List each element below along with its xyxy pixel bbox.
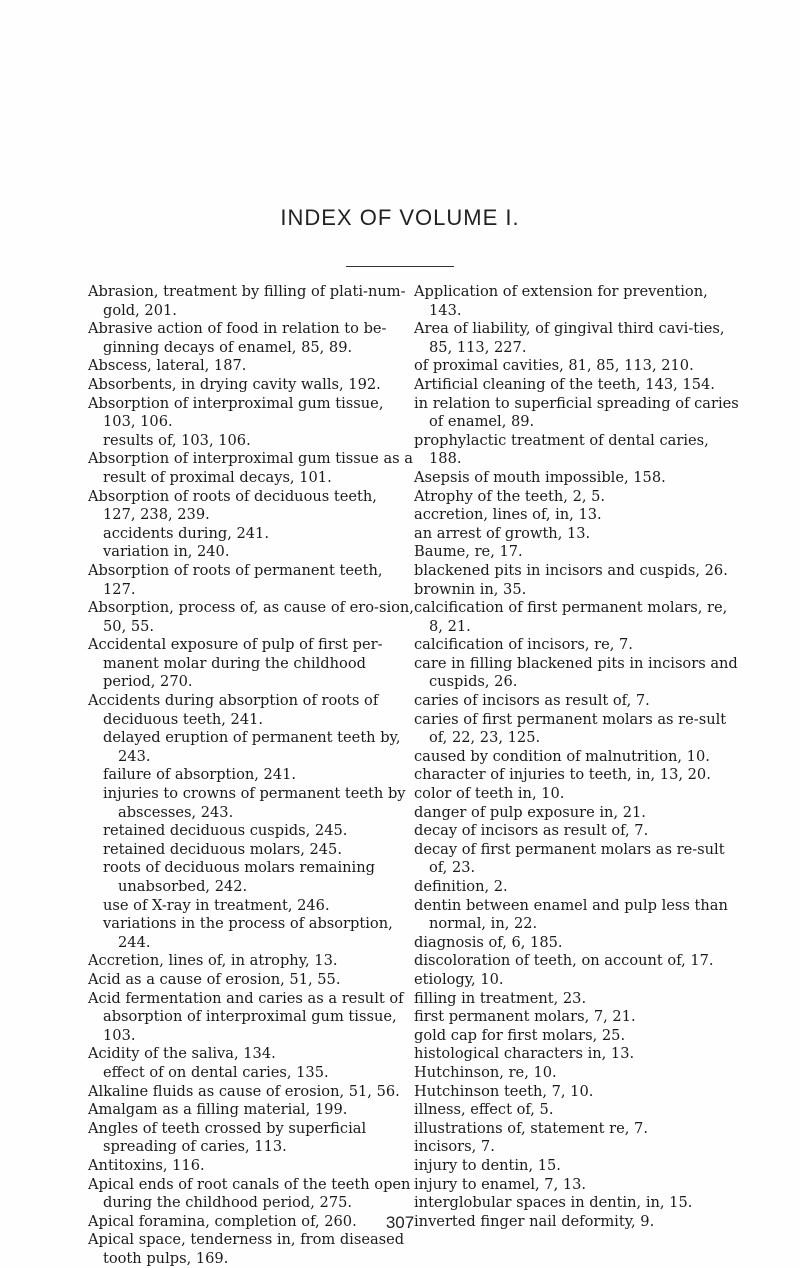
index-entry: of proximal cavities, 81, 85, 113, 210. (414, 357, 694, 375)
index-entry: Baume, re, 17. (414, 543, 523, 561)
index-entry: dentin between enamel and pulp less than normal, in, 22. (414, 896, 728, 933)
index-entry: illness, effect of, 5. (414, 1101, 554, 1119)
index-entry: calcification of first permanent molars, re, 8, 21. (414, 599, 728, 635)
index-entry: Acid as a cause of erosion, 51, 55. (88, 970, 341, 988)
index-entry: diagnosis of, 6, 185. (414, 933, 563, 951)
index-entry: results of, 103, 106. (103, 431, 251, 449)
index-entry: Acid fermentation and caries as a result of absorption of interproximal gum tissue, 103. (88, 989, 404, 1044)
index-entry: an arrest of growth, 13. (414, 524, 591, 542)
index-entry: injury to enamel, 7, 13. (414, 1175, 587, 1193)
index-entry: caries of incisors as result of, 7. (414, 692, 650, 710)
index-entry: injuries to crowns of permanent teeth by abscesses, 243. (103, 785, 406, 821)
index-entry: Apical ends of root canals of the teeth open during the childhood period, 275. (88, 1175, 411, 1212)
index-entry: decay of incisors as result of, 7. (414, 822, 649, 840)
index-entry: discoloration of teeth, on account of, 17. (414, 952, 714, 970)
index-entry: inverted finger nail deformity, 9. (414, 1212, 655, 1230)
index-entry: retained deciduous molars, 245. (103, 840, 342, 858)
index-entry: injury to dentin, 15. (414, 1156, 561, 1174)
index-entry: Accidental exposure of pulp of first per-manent molar during the childhood period, 270. (88, 636, 383, 691)
index-entry: variation in, 240. (103, 543, 230, 561)
index-entry: caries of first permanent molars as re-sult of, 22, 23, 125. (414, 710, 727, 747)
index-entry: first permanent molars, 7, 21. (414, 1008, 636, 1026)
index-entry: delayed eruption of permanent teeth by, 243. (103, 729, 401, 765)
index-entry: histological characters in, 13. (414, 1045, 635, 1063)
index-entry: blackened pits in incisors and cuspids, 26. (414, 561, 728, 579)
page-title: INDEX OF VOLUME I. (280, 205, 520, 230)
index-entry: Alkaline fluids as cause of erosion, 51, 56. (88, 1082, 400, 1100)
index-entry: calcification of incisors, re, 7. (414, 636, 633, 654)
index-entry: Absorption of roots of permanent teeth, 127. (88, 561, 383, 598)
index-entry: Abrasive action of food in relation to be-ginning decays of enamel, 85, 89. (88, 320, 387, 356)
index-entry: Area of liability, of gingival third cavi-ties, 85, 113, 227. (414, 320, 725, 356)
index-entry: Absorption of interproximal gum tissue, 103, 106. (88, 394, 384, 431)
index-entry: Accretion, lines of, in atrophy, 13. (88, 952, 338, 970)
index-entry: accretion, lines of, in, 13. (414, 506, 602, 524)
index-entry: Apical foramina, completion of, 260. (88, 1212, 357, 1230)
index-entry: Absorption of interproximal gum tissue as a result of proximal decays, 101. (88, 450, 413, 486)
index-entry: Asepsis of mouth impossible, 158. (414, 468, 666, 486)
index-entry: caused by condition of malnutrition, 10. (414, 747, 710, 765)
index-entry: Abrasion, treatment by filling of plati-num-gold, 201. (88, 283, 406, 319)
index-entry: decay of first permanent molars as re-sult of, 23. (414, 840, 725, 877)
title-rule (346, 266, 454, 267)
index-entry: failure of absorption, 241. (103, 766, 297, 784)
index-entry: Acidity of the saliva, 134. (88, 1045, 276, 1063)
index-entry: incisors, 7. (414, 1138, 495, 1156)
index-entry: Apical space, tenderness in, from diseased tooth pulps, 169. (88, 1231, 405, 1267)
index-entry: definition, 2. (414, 878, 508, 895)
index-entry: character of injuries to teeth, in, 13, 20. (414, 766, 711, 784)
index-entry: roots of deciduous molars remaining unabsorbed, 242. (103, 859, 375, 895)
index-column-left (88, 283, 414, 1268)
index-entry: filling in treatment, 23. (414, 989, 587, 1007)
index-entry: Accidents during absorption of roots of deciduous teeth, 241. (88, 692, 379, 728)
index-entry: Absorbents, in drying cavity walls, 192. (88, 375, 381, 393)
index-entry: use of X-ray in treatment, 246. (103, 896, 330, 914)
index-entry: effect of on dental caries, 135. (103, 1063, 329, 1081)
index-entry: prophylactic treatment of dental caries, 188. (414, 431, 709, 468)
index-entry: Absorption, process of, as cause of ero-sion, 50, 55. (88, 599, 414, 635)
index-entry: in relation to superficial spreading of caries of enamel, 89. (414, 394, 739, 431)
index-entry: care in filling blackened pits in incisors and cuspids, 26. (414, 654, 738, 691)
index-entry: variations in the process of absorption, 244. (103, 915, 393, 951)
index-entry: danger of pulp exposure in, 21. (414, 803, 646, 821)
index-entry: Hutchinson, re, 10. (414, 1063, 557, 1081)
index-entry: illustrations of, statement re, 7. (414, 1119, 648, 1137)
index-column-right (414, 283, 740, 1231)
index-entry: accidents during, 241. (103, 524, 269, 542)
index-entry: Absorption of roots of deciduous teeth, 127, 238, 239. (88, 487, 377, 524)
index-entry: Angles of teeth crossed by superficial spreading of caries, 113. (88, 1119, 367, 1156)
index-entry: Antitoxins, 116. (88, 1156, 205, 1174)
index-entry: Amalgam as a filling material, 199. (88, 1101, 348, 1119)
index-entry: retained deciduous cuspids, 245. (103, 822, 348, 840)
index-entry: brownin in, 35. (414, 580, 527, 598)
index-entry: Application of extension for prevention, 143. (414, 283, 708, 319)
index-entry: interglobular spaces in dentin, in, 15. (414, 1194, 693, 1212)
index-entry: Abscess, lateral, 187. (88, 357, 247, 375)
page-number: 307 (385, 1213, 415, 1232)
index-entry: color of teeth in, 10. (414, 785, 565, 803)
index-entry: gold cap for first molars, 25. (414, 1026, 626, 1044)
index-entry: Atrophy of the teeth, 2, 5. (414, 487, 606, 505)
index-entry: etiology, 10. (414, 970, 504, 988)
index-entry: Hutchinson teeth, 7, 10. (414, 1082, 594, 1100)
index-entry: Artificial cleaning of the teeth, 143, 154. (414, 375, 715, 393)
